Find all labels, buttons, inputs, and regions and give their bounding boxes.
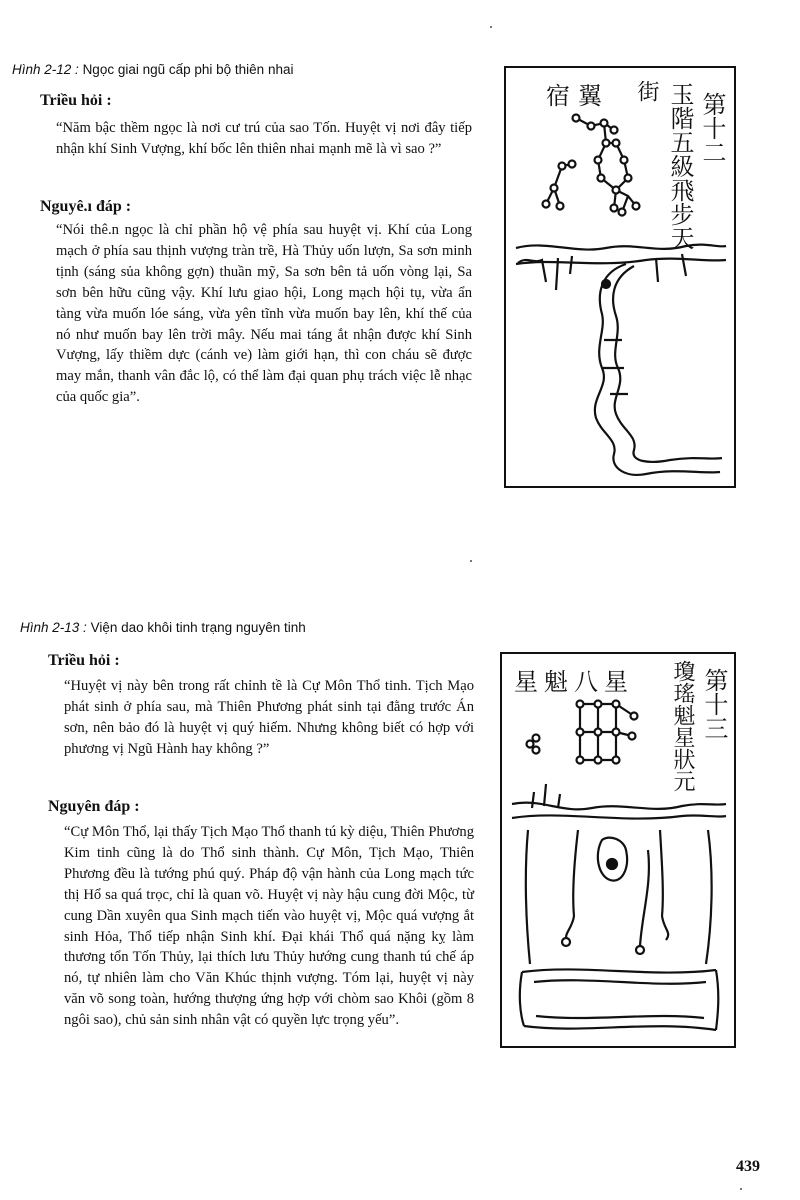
answer-text: “Nói thê.n ngọc là chỉ phần hộ vệ phía sau huyệt vị. Khí của Long mạch ở phía sau thịnh vượng tràn trề, Hà Thủy uốn lượn, Sa sơn minh tịnh (sáng sủa không gợn) thuần mỹ, Sa sơn bên tả uốn vòng lại, Sa sơn bên hữu cũng vậy. Khí lưu giao hội, Long mạch hội tụ, vừa ẩn tàng vừa muốn lóe sáng, vừa yên tĩnh vừa muốn bay lên, khí thế của nó như muốn bay lên trời mây. Nếu mai táng ắt nhận được khí Sinh Vượng, lấy thiềm dực (cánh ve) làm giới hạn, thì con cháu sẽ được may mắn, thanh vân đắc lộ, có thể làm đại quan phụ trách việc lễ nhạc của quốc gia”. [56, 222, 472, 406]
answer-text: “Cự Môn Thổ, lại thấy Tịch Mạo Thổ thanh tú kỳ diệu, Thiên Phương Kim tinh cũng là do Thổ sinh thành. Cự Môn, Tịch Mạo, Thiên Phương đều là tướng phú quý. Pháp độ vận hành của Long mạch tức thị Hổ sa quá trọc, chỉ là quan võ. Huyệt vị này hậu cung đời Mộc, từ cung Dần xuyên qua Sinh mạch tiến vào huyệt vị, Mộc quá vượng ắt sinh Hỏa, Thổ tiếp nhận Sinh khí. Đại khái Thổ quá nặng kỵ làm thương tổn Tốn Thủy, lại thích lưu Thủy hướng cung thanh tú chế áp nó, tự nhiên làm cho Văn Khúc thịnh vượng. Tóm lại, huyệt vị này văn võ song toàn, hướng thượng ứng hợp với chòm sao Khôi (gồm 8 ngôi sao), chủ sản sinh nhân vật có quyền lực trọng yếu”. [64, 824, 474, 1029]
answer-label: Nguyê.ı đáp : [40, 198, 132, 215]
seal-text-top: 星魁八星 [514, 668, 634, 696]
figure-title: Ngọc giai ngũ cấp phi bộ thiên nhai [82, 62, 294, 77]
mountain-ridge [516, 245, 726, 290]
question-label: Triều hỏi : [40, 92, 112, 109]
scan-speck [490, 26, 492, 28]
seal-text-top: 宿翼 [546, 82, 610, 110]
figure-title: Viện dao khôi tinh trạng nguyên tinh [90, 620, 306, 635]
question-text: “Năm bậc thềm ngọc là nơi cư trú của sao Tốn. Huyệt vị nơi đây tiếp nhận khí Sinh Vượng, khí bốc lên thiên nhai mạnh mẽ là vì sao ?” [56, 120, 472, 157]
question-text: “Huyệt vị này bên trong rất chỉnh tề là Cự Môn Thổ tinh. Tịch Mạo phát sinh ở phía sau, mà Thiên Phương phát sinh tại đằng trước Án sơn, nên bảo đó là huyệt vị quý hiếm. Nhưng không biết có hợp với phương vị Ngũ Hành hay không ?” [64, 678, 474, 757]
scan-speck [740, 1188, 742, 1190]
figure-caption-2-13 [20, 620, 306, 635]
seal-text-middle: 玉階五級飛步天 [666, 82, 694, 250]
answer-label: Nguyên đáp : [48, 798, 140, 815]
seal-text-left: 街 [634, 80, 659, 102]
seal-text-middle: 瓊瑤魁星狀元 [670, 660, 695, 792]
scan-speck [470, 560, 472, 562]
seal-text-right: 第十二 [698, 92, 726, 164]
page-number: 439 [736, 1158, 760, 1175]
figure-2-13-diagram [500, 652, 736, 1048]
question-label: Triều hỏi : [48, 652, 120, 669]
star-grid [527, 701, 638, 764]
star-constellation [543, 115, 640, 216]
inner-enclosure [520, 830, 718, 1030]
figure-2-12-diagram [504, 66, 736, 488]
seal-text-right: 第十三 [700, 668, 728, 740]
dragon-vein [595, 264, 722, 475]
figure-caption-2-12 [12, 62, 293, 77]
figure-number: Hình 2-12 : [12, 62, 79, 77]
figure-number: Hình 2-13 : [20, 620, 87, 635]
